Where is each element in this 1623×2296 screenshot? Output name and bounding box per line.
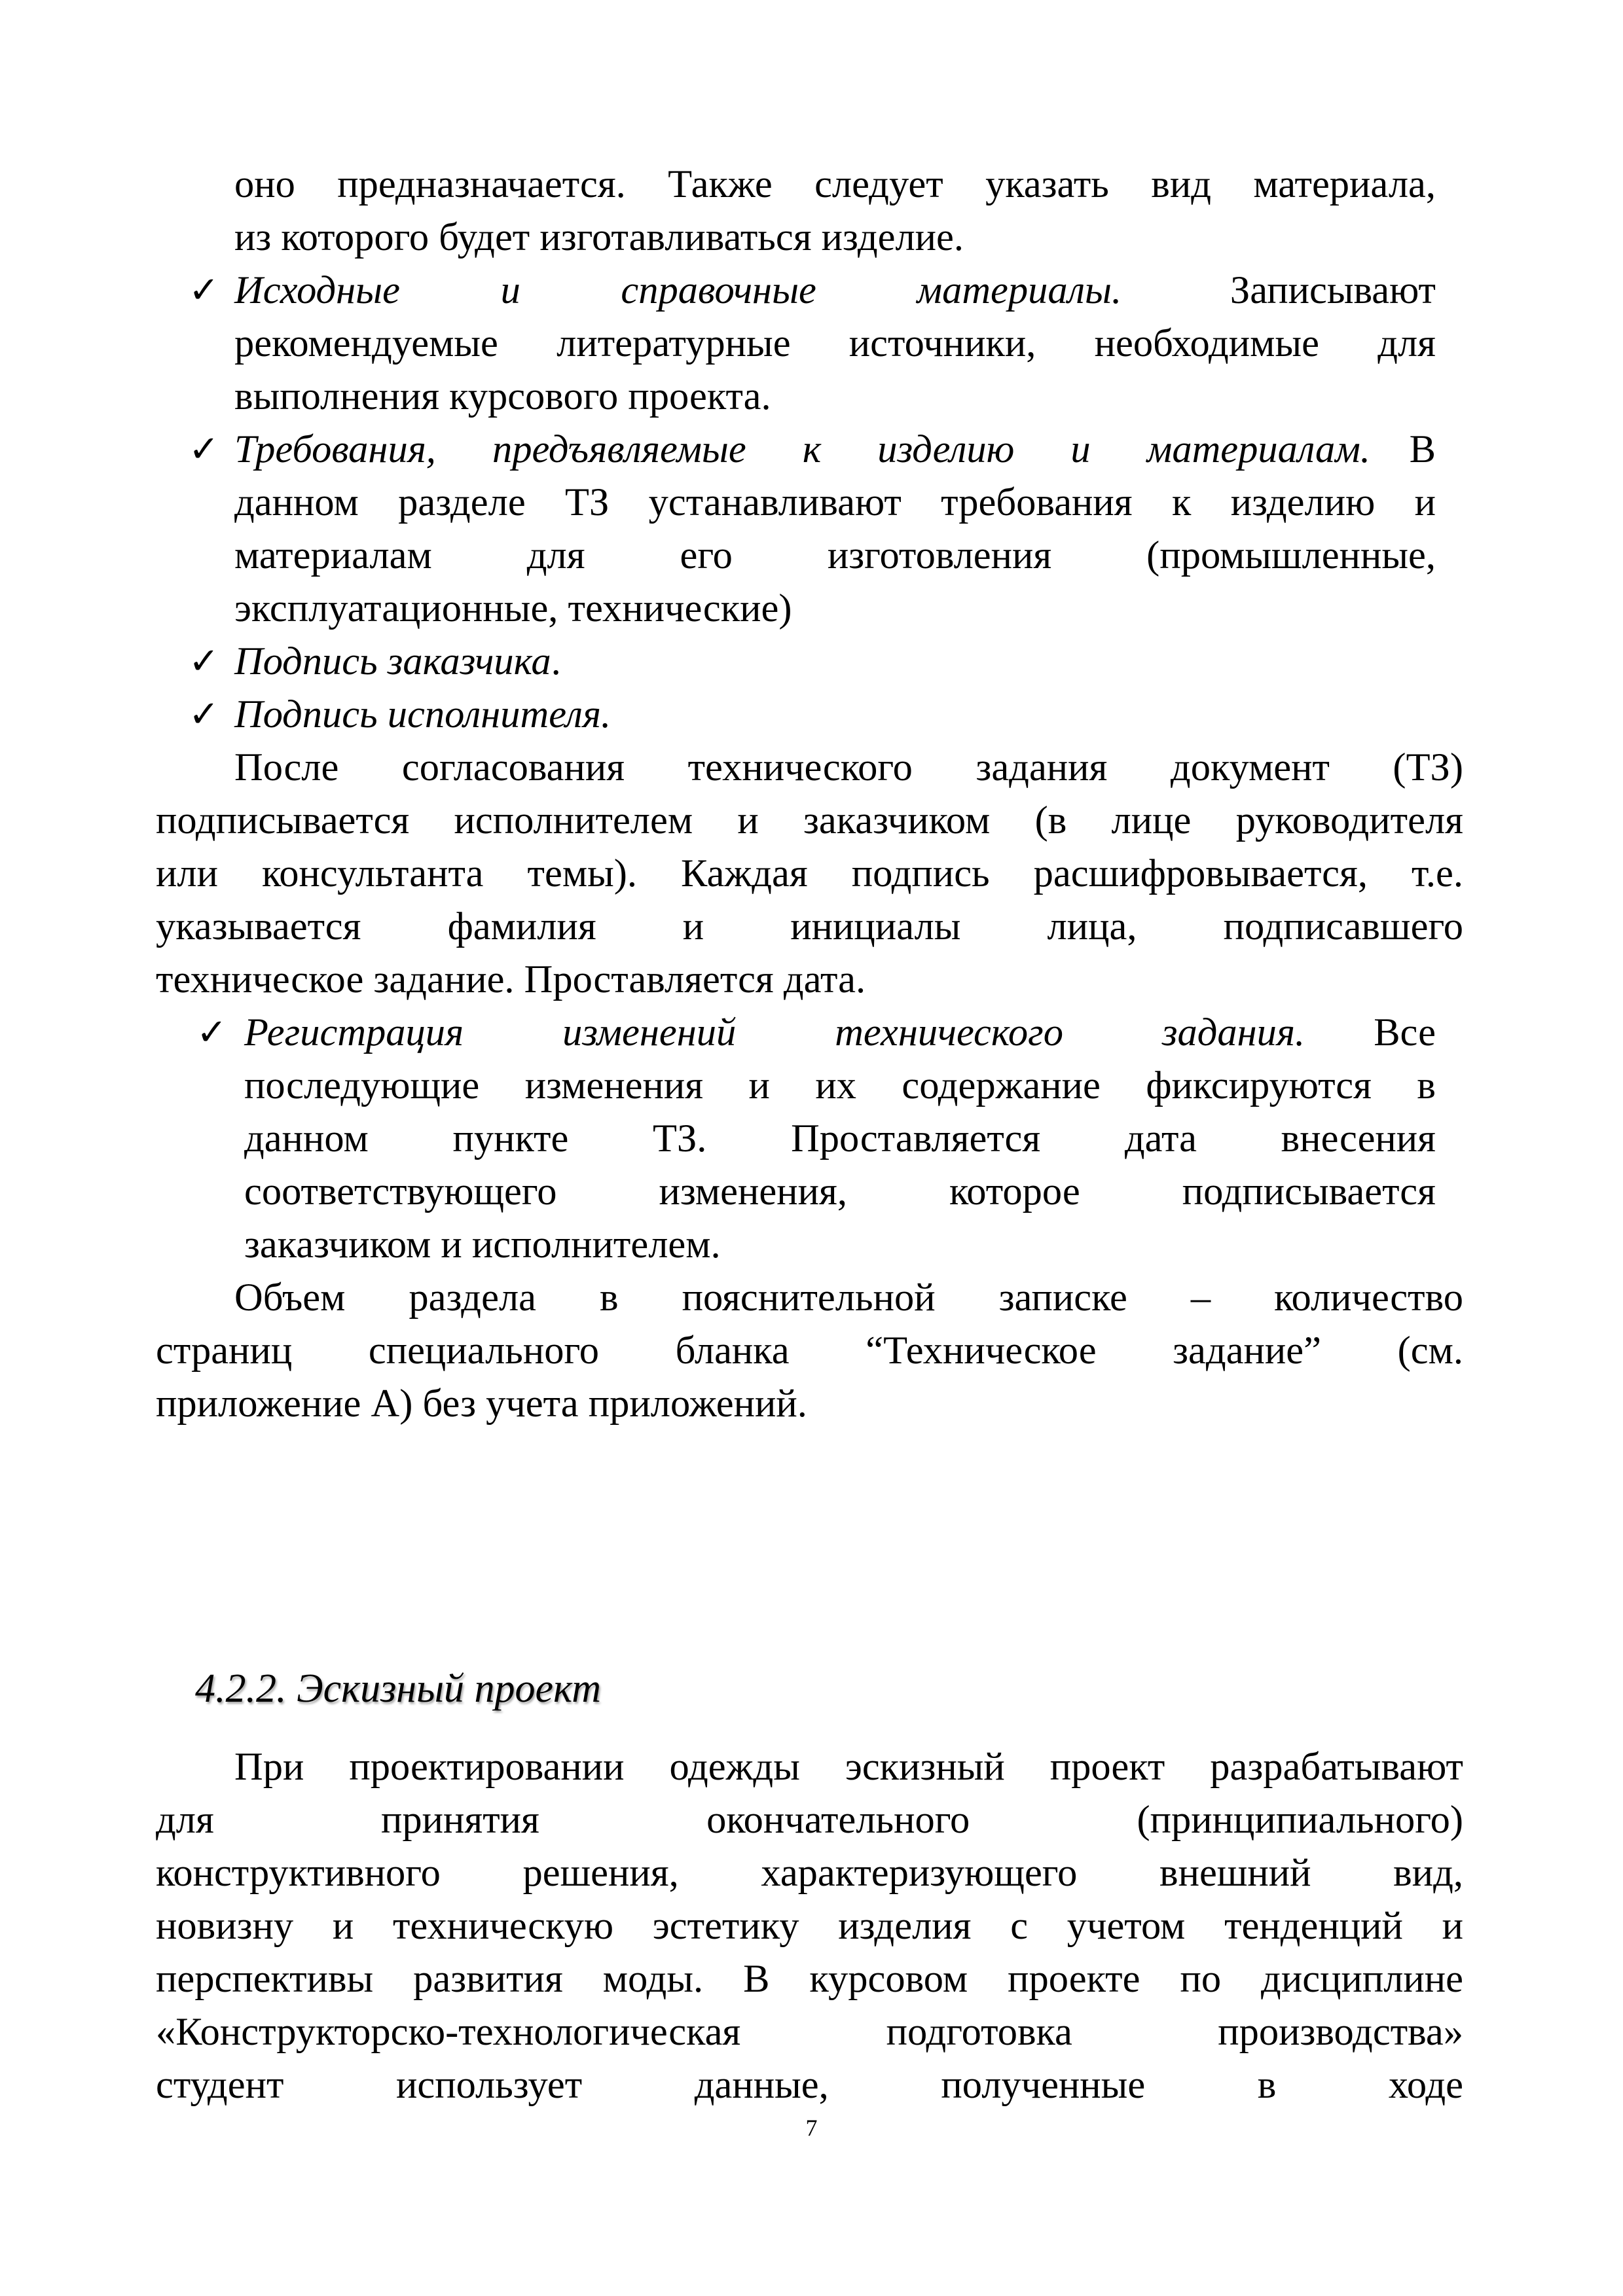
paragraph-line: выполнения курсового проекта. xyxy=(234,374,771,418)
paragraph-line: «Конструкторско-технологическая подготовка производства» xyxy=(156,2010,1463,2054)
list-item-executor-signature xyxy=(234,687,611,742)
item-text: Все xyxy=(1374,1011,1436,1054)
item-period: . xyxy=(1112,268,1122,312)
checkmark-icon: ✓ xyxy=(189,269,219,312)
checkmark-icon: ✓ xyxy=(189,428,219,471)
paragraph-line: данном пункте ТЗ. Проставляется дата внесения xyxy=(244,1117,1436,1160)
paragraph-line: Объем раздела в пояснительной записке – количество xyxy=(234,1276,1463,1319)
paragraph-line: новизну и техническую эстетику изделия с учетом тенденций и xyxy=(156,1904,1463,1948)
paragraph-line: из которого будет изготавливаться изделие. xyxy=(234,215,964,259)
checkmark-icon: ✓ xyxy=(189,693,219,736)
paragraph-line: или консультанта темы). Каждая подпись расшифровывается, т.е. xyxy=(156,852,1463,895)
paragraph-line: данном разделе ТЗ устанавливают требования к изделию и xyxy=(234,480,1436,524)
list-item-changes-registration xyxy=(244,1005,1436,1060)
paragraph-line: эксплуатационные, технические) xyxy=(234,586,792,630)
paragraph-line: указывается фамилия и инициалы лица, подписавшего xyxy=(156,905,1463,948)
paragraph-line: страниц специального бланка “Техническое задание” (см. xyxy=(156,1329,1463,1372)
paragraph-line: техническое задание. Проставляется дата. xyxy=(156,958,866,1001)
paragraph-line: приложение А) без учета приложений. xyxy=(156,1382,807,1426)
paragraph-line: оно предназначается. Также следует указать вид материала, xyxy=(234,162,1436,206)
item-label: Исходные и справочные материалы xyxy=(234,268,1112,312)
item-period: . xyxy=(551,639,561,683)
paragraph-line: материалам для его изготовления (промышленные, xyxy=(234,533,1436,577)
list-item-requirements xyxy=(234,422,1436,477)
paragraph-line: После согласования технического задания документ (ТЗ) xyxy=(234,745,1463,789)
item-text: В xyxy=(1409,427,1436,471)
checkmark-icon: ✓ xyxy=(196,1011,227,1054)
item-label: Подпись заказчика xyxy=(234,639,551,683)
paragraph-line: соответствующего изменения, которое подписывается xyxy=(244,1170,1436,1213)
item-period: . xyxy=(1295,1011,1305,1054)
item-label: Требования, предъявляемые к изделию и материалам. xyxy=(234,427,1370,471)
paragraph-line: подписывается исполнителем и заказчиком (в лице руководителя xyxy=(156,798,1463,842)
paragraph-line: рекомендуемые литературные источники, необходимые для xyxy=(234,321,1436,365)
item-label: Регистрация изменений технического задания xyxy=(244,1011,1295,1054)
item-text: Записывают xyxy=(1230,268,1436,312)
paragraph-line: для принятия окончательного (принципиального) xyxy=(156,1798,1463,1842)
paragraph-line: заказчиком и исполнителем. xyxy=(244,1223,721,1266)
checkmark-icon: ✓ xyxy=(189,640,219,683)
paragraph-line: конструктивного решения, характеризующего внешний вид, xyxy=(156,1851,1463,1895)
item-label: Подпись исполнителя. xyxy=(234,692,611,736)
section-heading: 4.2.2. Эскизный проект xyxy=(195,1666,602,1711)
paragraph-line: последующие изменения и их содержание фиксируются в xyxy=(244,1064,1436,1107)
list-item-source-materials xyxy=(234,263,1436,318)
page-number: 7 xyxy=(805,2115,818,2141)
paragraph-line: студент использует данные, полученные в ходе xyxy=(156,2063,1463,2107)
paragraph-line: перспективы развития моды. В курсовом проекте по дисциплине xyxy=(156,1957,1463,2001)
paragraph-line: При проектировании одежды эскизный проект разрабатывают xyxy=(234,1745,1463,1789)
list-item-customer-signature xyxy=(234,634,561,689)
